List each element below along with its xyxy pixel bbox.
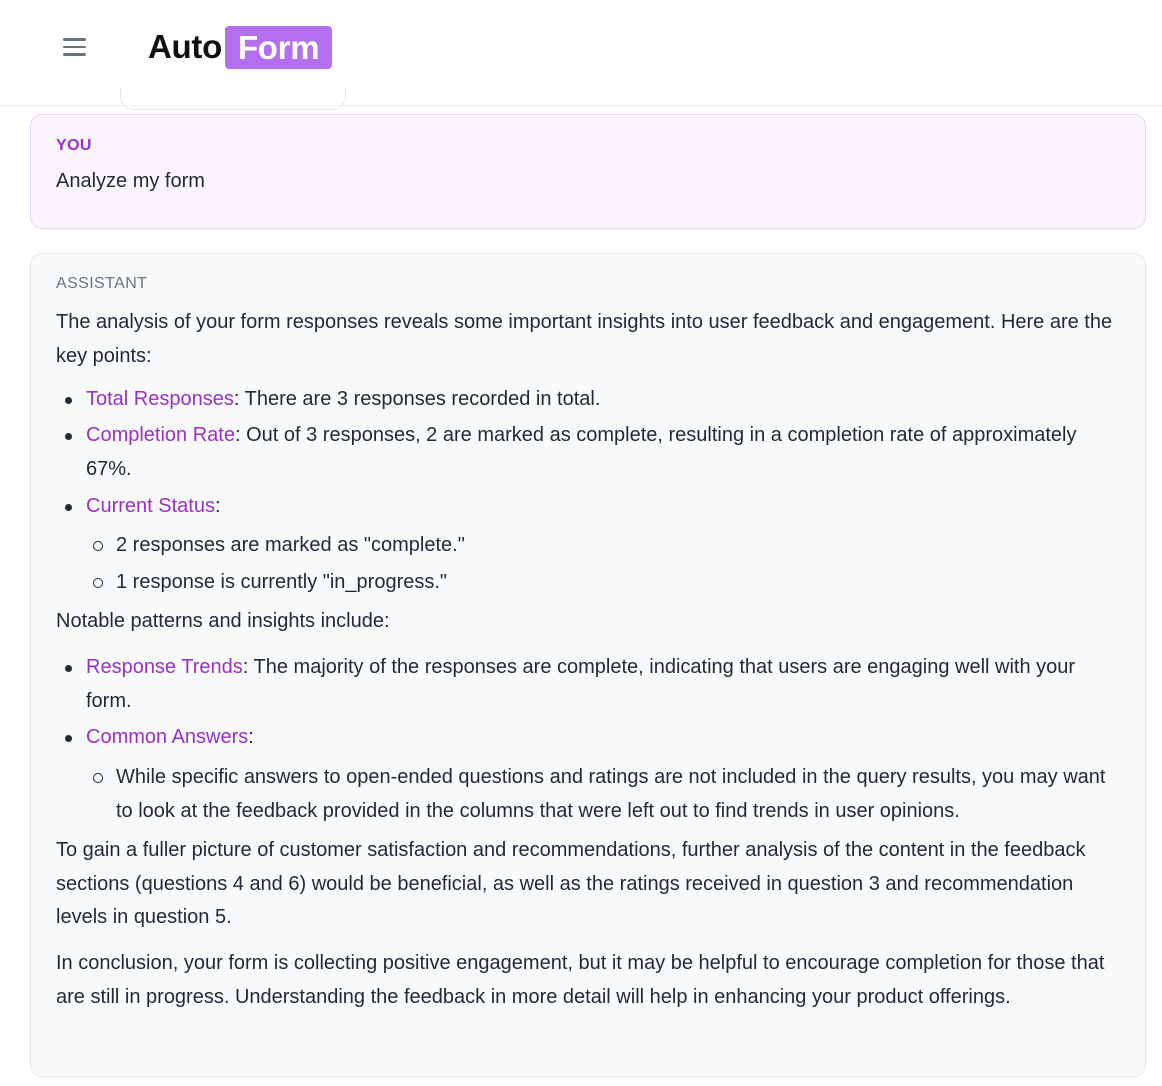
app-header: [0, 0, 1162, 106]
user-role-label: YOU: [56, 137, 92, 154]
list-item-text: :: [214, 495, 221, 517]
assistant-intro: The analysis of your form responses reveals some important insights into user feedback and engagement. Here are the key points:: [56, 311, 1113, 367]
app-logo[interactable]: [148, 24, 332, 70]
assistant-role-label: ASSISTANT: [56, 275, 148, 292]
user-message: [30, 114, 1146, 229]
list-item-text: :: [248, 726, 254, 748]
term-current-status: Current Status: [86, 495, 215, 517]
list-item-text: : Out of 3 responses, 2 are marked as complete, resulting in a completion rate of approximately 67%.: [86, 424, 1077, 480]
logo-underlay: [120, 88, 346, 110]
list-item: [56, 651, 1122, 718]
list-item-text: : There are 3 responses recorded in total.: [233, 388, 601, 410]
term-completion-rate: Completion Rate: [86, 424, 235, 446]
list-item-text: : The majority of the responses are complete, indicating that users are engaging well with your form.: [86, 656, 1076, 712]
logo-auto-text: Auto: [148, 28, 222, 65]
term-response-trends: Response Trends: [86, 656, 243, 678]
logo-form-badge: Form: [225, 26, 332, 69]
list-item: [56, 490, 1122, 524]
term-common-answers: Common Answers: [86, 726, 249, 748]
assistant-message: [30, 253, 1146, 1077]
sub-list-item: 2 responses are marked as "complete.": [56, 529, 1122, 563]
patterns-intro: Notable patterns and insights include:: [56, 610, 390, 632]
list-item: [56, 419, 1122, 486]
sub-list-item: While specific answers to open-ended questions and ratings are not included in the query results, you may want to look at the feedback provided in the columns that were left out to find trends in user opinions.: [56, 761, 1122, 828]
user-message-text: Analyze my form: [56, 170, 205, 192]
conclusion-paragraph: In conclusion, your form is collecting positive engagement, but it may be helpful to encourage completion for those that are still in progress. Understanding the feedback in more detail will help in enhancing your product offerings.: [56, 952, 1105, 1008]
list-item: [56, 383, 1122, 417]
list-item: [56, 721, 1122, 755]
fuller-picture-paragraph: To gain a fuller picture of customer satisfaction and recommendations, further analysis of the content in the feedback sections (questions 4 and 6) would be beneficial, as well as the ratings received in question 3 and recommendation levels in question 5.: [56, 839, 1086, 928]
hamburger-menu-icon[interactable]: [60, 34, 90, 60]
sub-list-item: 1 response is currently "in_progress.": [56, 566, 1122, 600]
term-total-responses: Total Responses: [86, 388, 234, 410]
